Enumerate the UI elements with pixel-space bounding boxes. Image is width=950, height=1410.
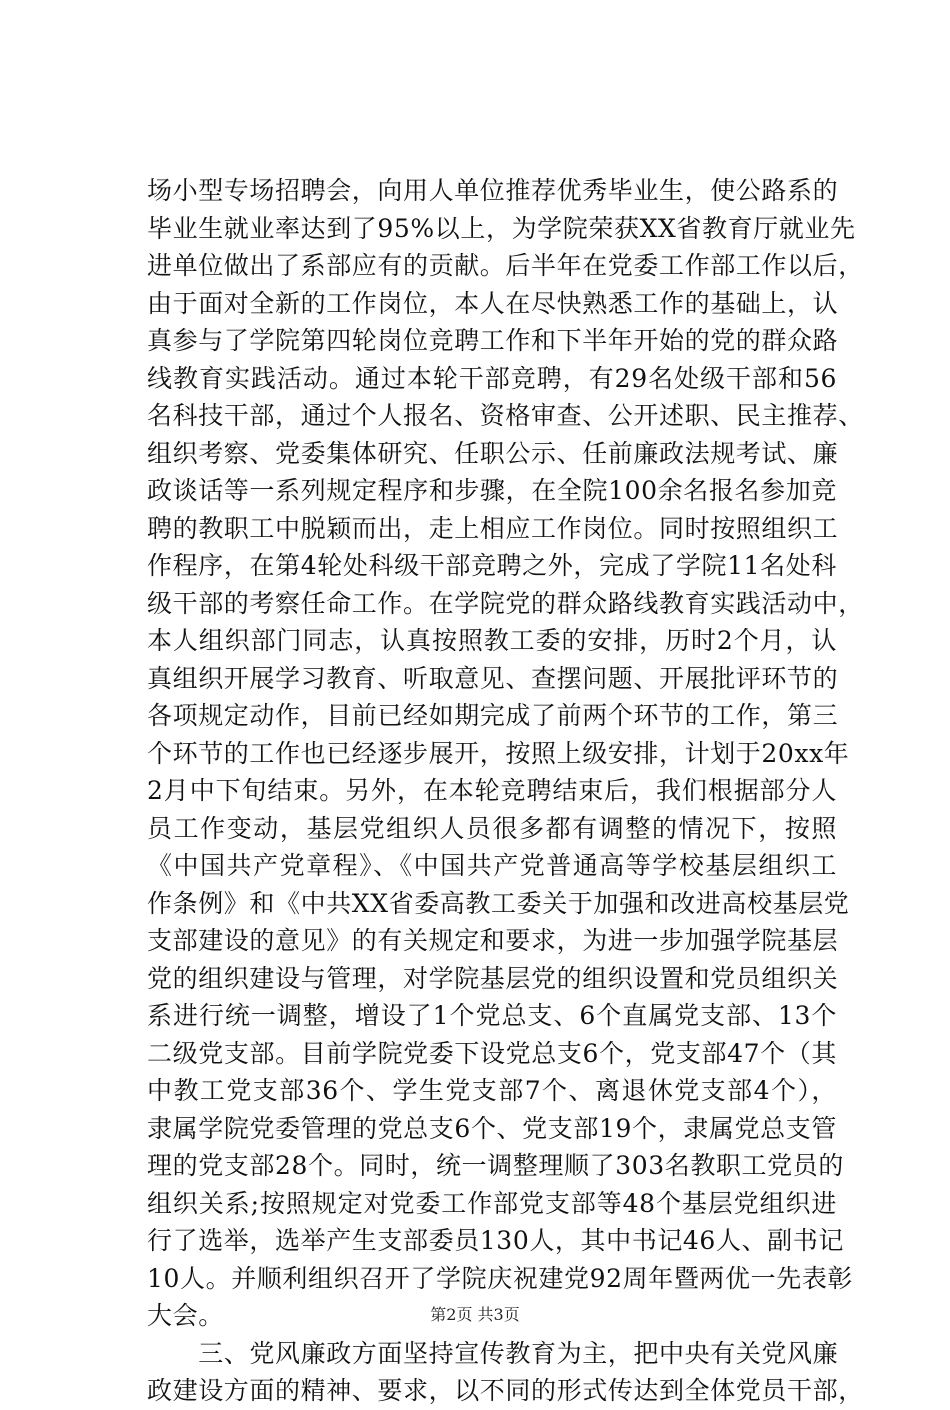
body-text: [147, 172, 864, 1410]
text-line: 本人组织部门同志，认真按照教工委的安排，历时2个月，认: [147, 626, 837, 655]
text-line: 聘的教职工中脱颖而出，走上相应工作岗位。同时按照组织工: [147, 513, 839, 543]
text-line: 系进行统一调整，增设了1个党总支、6个直属党支部、13个: [147, 1001, 837, 1030]
text-line: 隶属学院党委管理的党总支6个、党支部19个，隶属党总支管: [147, 1113, 837, 1143]
text-line: 《中国共产党章程》、《中国共产党普通高等学校基层组织工: [147, 851, 837, 880]
page-footer: [0, 1302, 950, 1325]
text-line: 组织考察、党委集体研究、任职公示、任前廉政法规考试、廉: [147, 438, 839, 468]
text-line: 支部建设的意见》的有关规定和要求，为进一步加强学院基层: [147, 926, 839, 955]
text-line: 员工作变动，基层党组织人员很多都有调整的情况下，按照: [147, 813, 837, 843]
text-line: 作条例》和《中共XX省委高教工委关于加强和改进高校基层党: [147, 888, 850, 918]
text-line: 组织关系;按照规定对党委工作部党支部等48个基层党组织进: [147, 1188, 837, 1218]
text-line: 大会。: [147, 1301, 224, 1330]
text-line: 名科技干部，通过个人报名、资格审查、公开述职、民主推荐、: [147, 401, 864, 430]
page-number-label: 第2页 共3页: [430, 1305, 520, 1324]
text-line: 中教工党支部36个、学生党支部7个、离退休党支部4个），: [147, 1076, 837, 1105]
text-line: 作程序，在第4轮处科级干部竞聘之外，完成了学院11名处科: [147, 551, 837, 580]
text-line: 个环节的工作也已经逐步展开，按照上级安排，计划于20xx年: [147, 738, 850, 768]
text-line: 10人。并顺利组织召开了学院庆祝建党92周年暨两优一先表彰: [147, 1263, 854, 1293]
text-line: 毕业生就业率达到了95%以上，为学院荣获XX省教育厅就业先: [147, 213, 856, 243]
text-line: 理的党支部28个。同时，统一调整理顺了303名教职工党员的: [147, 1151, 844, 1180]
text-line: 政建设方面的精神、要求，以不同的形式传达到全体党员干部，: [147, 1376, 864, 1405]
text-line: 党的组织建设与管理，对学院基层党的组织设置和党员组织关: [147, 963, 839, 993]
text-line: 真参与了学院第四轮岗位竞聘工作和下半年开始的党的群众路: [147, 326, 839, 355]
text-line: 二级党支部。目前学院党委下设党总支6个，党支部47个（其: [147, 1038, 837, 1068]
text-line: 行了选举，选举产生支部委员130人，其中书记46人、副书记: [147, 1226, 844, 1255]
paragraph-1: [147, 172, 864, 1335]
text-line: 线教育实践活动。通过本轮干部竞聘，有29名处级干部和56: [147, 363, 837, 393]
text-line: 场小型专场招聘会，向用人单位推荐优秀毕业生，使公路系的: [147, 176, 839, 205]
text-line: 级干部的考察任命工作。在学院党的群众路线教育实践活动中，: [147, 588, 864, 618]
text-line: 各项规定动作，目前已经如期完成了前两个环节的工作，第三: [147, 701, 839, 730]
text-line: 政谈话等一系列规定程序和步骤，在全院100余名报名参加竞: [147, 476, 837, 505]
text-line: 由于面对全新的工作岗位，本人在尽快熟悉工作的基础上，认: [147, 288, 839, 318]
text-line: 真组织开展学习教育、听取意见、查摆问题、开展批评环节的: [147, 663, 839, 693]
text-line: 进单位做出了系部应有的贡献。后半年在党委工作部工作以后，: [147, 251, 864, 280]
text-line: 2月中下旬结束。另外，在本轮竞聘结束后，我们根据部分人: [147, 776, 837, 805]
text-line: 三、党风廉政方面坚持宣传教育为主，把中央有关党风廉: [147, 1338, 839, 1368]
paragraph-2: [147, 1335, 864, 1410]
